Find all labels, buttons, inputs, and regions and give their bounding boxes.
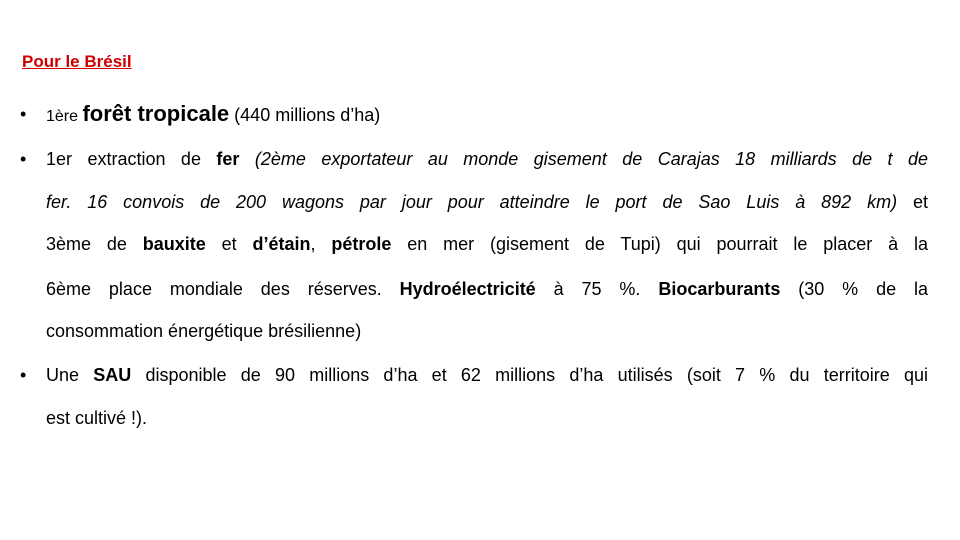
text-run: Hydroélectricité [399, 279, 536, 299]
text-run: Une [46, 365, 94, 385]
text-run: fer [216, 149, 240, 169]
text-run: à 75 %. [535, 279, 659, 299]
bullet-2-line-5 [46, 320, 361, 342]
text-run: , [310, 234, 332, 254]
text-run: et [897, 192, 928, 212]
bullet-icon: • [20, 365, 27, 385]
text-run: disponible de 90 millions d’ha et 62 millions d’ha utilisés (soit 7 % du territoire qui [131, 365, 928, 385]
text-run: (440 millions d’ha) [229, 105, 381, 125]
bullet-3-line-1 [46, 364, 928, 386]
text-run: en mer (gisement de Tupi) qui pourrait le placer à la [391, 234, 928, 254]
text-run: est cultivé !). [46, 408, 148, 428]
bullet-icon: • [20, 104, 27, 124]
text-run: Biocarburants [658, 279, 781, 299]
text-run: pétrole [331, 234, 392, 254]
text-run: 3ème de [46, 234, 143, 254]
text-run: consommation énergétique brésilienne) [46, 321, 362, 341]
bullet-2-line-1 [46, 148, 928, 170]
text-run: d’étain [252, 234, 311, 254]
text-run: SAU [93, 365, 132, 385]
text-run: 6ème place mondiale des réserves. [46, 279, 400, 299]
bullet-2-line-3 [46, 233, 928, 255]
bullet-3-line-2 [46, 407, 147, 429]
bullet-icon: • [20, 149, 27, 169]
text-run: et [205, 234, 253, 254]
bullet-1-line-1 [46, 103, 380, 128]
text-run: bauxite [142, 234, 206, 254]
text-run: 1er extraction de [46, 149, 217, 169]
bullet-2-line-4 [46, 278, 928, 300]
text-run: 1ère [46, 108, 83, 125]
text-run: (30 % de la [780, 279, 928, 299]
bullet-2-line-2 [46, 191, 928, 213]
text-run: forêt tropicale [82, 101, 230, 126]
text-run: (2ème exportateur au monde gisement de Carajas 18 milliards de t de [239, 149, 928, 169]
text-run: fer. 16 convois de 200 wagons par jour pour atteindre le port de Sao Luis à 892 km) [46, 192, 898, 212]
slide-title: Pour le Brésil [22, 52, 132, 71]
